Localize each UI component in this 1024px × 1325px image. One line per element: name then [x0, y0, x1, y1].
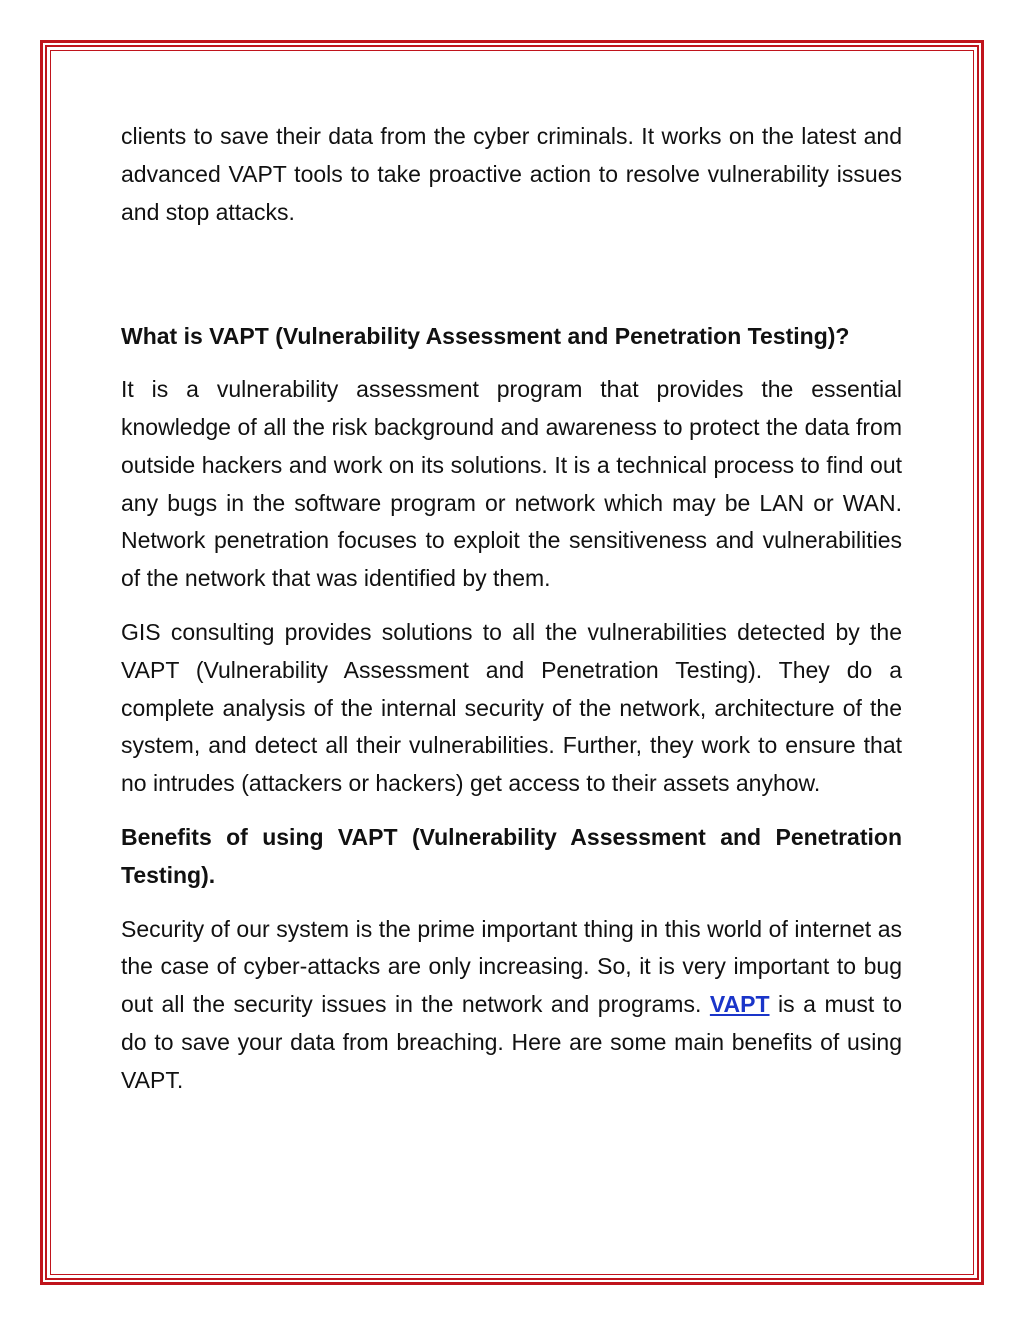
paragraph-gis-consulting: GIS consulting provides solutions to all the vulnerabilities detected by the VAPT (Vulnerability Assessment and Penetration Testing). They do a complete analysis of the internal security of the network, architecture of the system, and detect all their vulnerabilities. Further, they work to ensure that no intrudes (attackers or hackers) get access to their assets anyhow.: [121, 618, 902, 797]
document-body: [121, 118, 902, 1100]
paragraph-vapt-definition: It is a vulnerability assessment program that provides the essential knowledge of all the risk background and awareness to protect the data from outside hackers and work on its solutions. It is a technical process to find out any bugs in the software program or network which may be LAN or WAN. Network penetration focuses to exploit the sensitiveness and vulnerabilities of the network that was identified by them.: [121, 376, 902, 592]
paragraph-intro: clients to save their data from the cyber criminals. It works on the latest and advanced VAPT tools to take proactive action to resolve vulnerability issues and stop attacks.: [121, 123, 902, 225]
heading-what-is-vapt: What is VAPT (Vulnerability Assessment and Penetration Testing)?: [121, 323, 850, 350]
paragraph-security: [121, 911, 902, 1100]
paragraph-security-text-before: Security of our system is the prime important thing in this world of internet as the case of cyber-attacks are only increasing. So, it is very important to bug out all the security issues in the network and programs.: [121, 915, 902, 1018]
paragraph-security-text-after: is a must to do to save your data from breaching. Here are some main benefits of using VAPT.: [121, 991, 902, 1093]
vapt-link[interactable]: VAPT: [709, 991, 770, 1018]
heading-benefits: Benefits of using VAPT (Vulnerability Assessment and Penetration Testing).: [121, 823, 902, 888]
